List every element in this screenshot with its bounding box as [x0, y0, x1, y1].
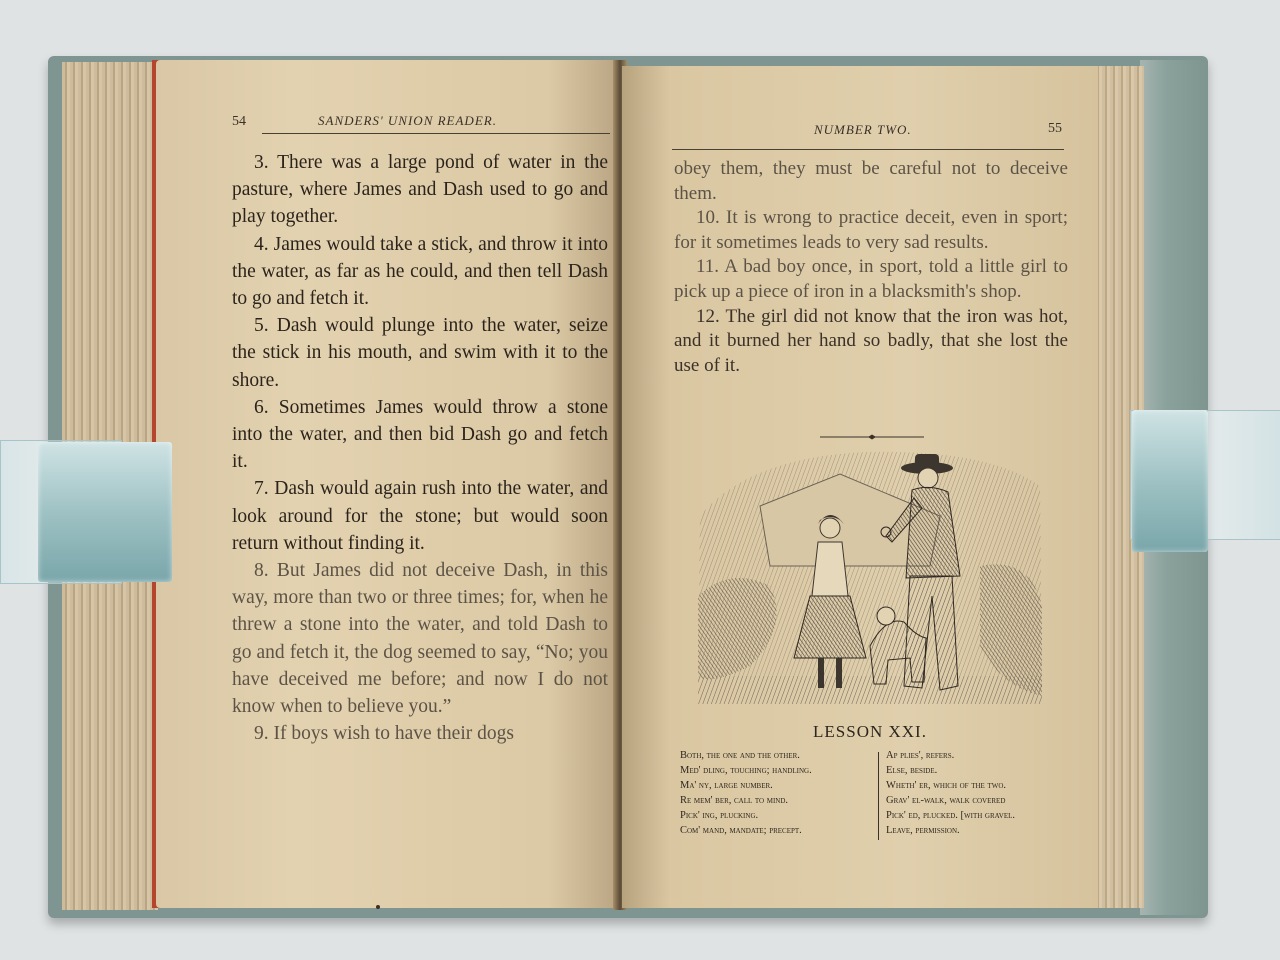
- vocabulary-list-right: [886, 748, 1015, 838]
- left-page-body: [232, 149, 608, 747]
- lesson-title: LESSON XXI.: [813, 722, 927, 741]
- vocab-entry: Wheth' er, which of the two.: [886, 780, 1006, 791]
- paragraph: 7. Dash would again rush into the water, and look around for the stone; but would soon return without finding it.: [232, 478, 608, 554]
- vocab-divider: [878, 752, 879, 840]
- right-page-number: 55: [1048, 121, 1062, 136]
- paragraph: 9. If boys wish to have their dogs: [254, 723, 514, 745]
- glass-clip-left: [38, 442, 172, 582]
- right-running-head: NUMBER TWO.: [814, 122, 912, 137]
- engraving-girl-man-dog: [690, 446, 1050, 712]
- vocab-entry: Pick' ed, plucked. [with gravel.: [886, 810, 1016, 821]
- vocabulary-list-left: [680, 748, 812, 838]
- paragraph: 4. James would take a stick, and throw it into the water, as far as he could, and then tell Dash to go and fetch it.: [232, 233, 608, 310]
- glass-clip-right: [1132, 410, 1208, 552]
- left-header-rule: [262, 133, 610, 134]
- ornament-divider: [820, 434, 924, 440]
- paragraph: 10. It is wrong to practice deceit, even in sport; for it sometimes leads to very sad results.: [674, 207, 1068, 253]
- left-page-number: 54: [232, 114, 246, 129]
- vocab-entry: Leave, permission.: [886, 825, 960, 836]
- vocab-entry: Ap plies', refers.: [886, 750, 955, 761]
- right-header-rule: [672, 149, 1064, 150]
- paragraph: 5. Dash would plunge into the water, seize the stick in his mouth, and swim with it to the shore.: [232, 315, 608, 391]
- vocab-entry: Med' dling, touching; handling.: [680, 765, 812, 776]
- vocab-entry: Pick' ing, plucking.: [680, 810, 759, 821]
- paragraph: obey them, they must be careful not to deceive them.: [674, 158, 1068, 204]
- vocab-entry: Both, the one and the other.: [680, 750, 800, 761]
- vocab-entry: Else, beside.: [886, 765, 938, 776]
- vocab-entry: Re mem' ber, call to mind.: [680, 795, 789, 806]
- right-page-body: [674, 157, 1068, 378]
- paragraph: 6. Sometimes James would throw a stone into the water, and then bid Dash go and fetch it.: [232, 396, 608, 473]
- vocab-entry: Grav' el-walk, walk covered: [886, 795, 1006, 806]
- vocab-entry: Ma' ny, large number.: [680, 780, 773, 791]
- vocab-entry: Com' mand, mandate; precept.: [680, 825, 802, 836]
- paragraph: 8. But James did not deceive Dash, in this way, more than two or three times; for, when he threw a stone into the water, and told Dash to go and fetch it, the dog seemed to say, “No; you have deceived me before; and now I do not know when to believe you.”: [232, 560, 608, 718]
- paragraph: 3. There was a large pond of water in the pasture, where James and Dash used to go and play together.: [232, 152, 608, 228]
- paragraph: 12. The girl did not know that the iron was hot, and it burned her hand so badly, that she lost the use of it.: [674, 305, 1068, 376]
- printer-mark: [376, 905, 380, 909]
- left-running-head: SANDERS' UNION READER.: [318, 113, 497, 128]
- paragraph: 11. A bad boy once, in sport, told a little girl to pick up a piece of iron in a blacksmith's shop.: [674, 256, 1068, 302]
